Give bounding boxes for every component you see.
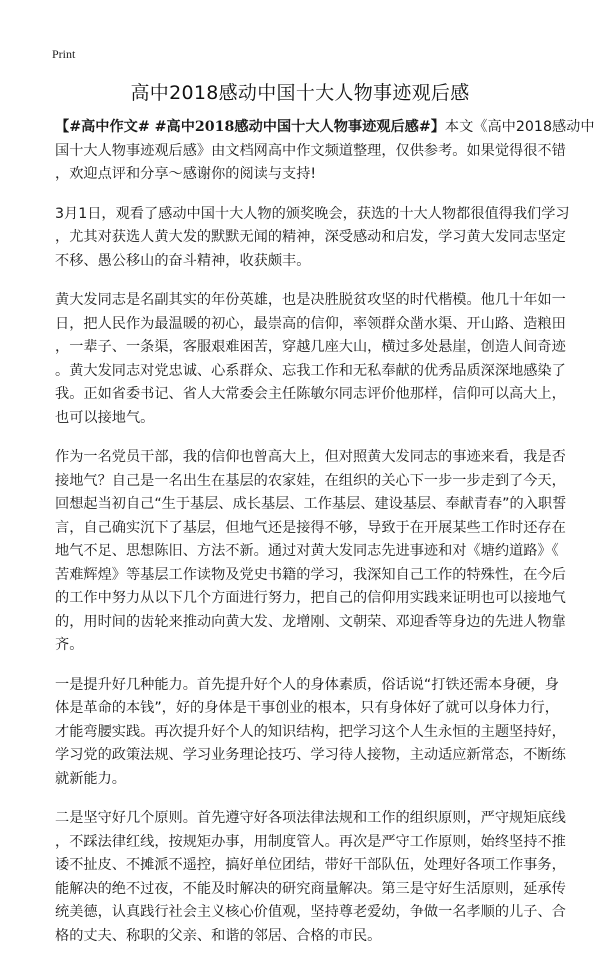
text-line: 体是革命的本钱”，好的身体是干事创业的根本，只有身体好了就可以身体力行， xyxy=(55,700,559,716)
intro-line xyxy=(55,116,595,140)
intro-paragraph xyxy=(55,116,595,187)
text-line: 作为一名党员干部，我的信仰也曾高大上，但对照黄大发同志的事迹来看，我是否 xyxy=(55,449,566,465)
text-line: 日，把人民作为最温暖的初心，最崇高的信仰，率领群众凿水渠、开山路、造粮田 xyxy=(55,315,566,332)
text-line: 不移、愚公移山的奋斗精神，收获颇丰。 xyxy=(55,252,311,269)
text-line: 地气不足、思想陈旧、方法不新。通过对黄大发同志先进事迹和对《塘约道路》《 xyxy=(55,543,559,559)
text-line: 一是提升好几种能力。首先提升好个人的身体素质，俗话说“打铁还需本身硬，身 xyxy=(55,676,559,693)
text-line: 的工作中努力从以下几个方面进行努力，把自己的信仰用实践来证明也可以接地气 xyxy=(55,590,566,606)
paragraph-1 xyxy=(55,203,570,274)
intro-line: 国十大人物事迹观后感》由文档网高中作文频道整理，仅供参考。如果觉得很不错 xyxy=(55,142,566,159)
paragraph-5 xyxy=(55,807,566,948)
text-line: 接地气？自己是一名出生在基层的农家娃，在组织的关心下一步一步走到了今天， xyxy=(55,472,566,489)
text-line: 齐。 xyxy=(55,637,84,653)
text-line: 苦难辉煌》等基层工作读物及党史书籍的学习，我深知自己工作的特殊性，在今后 xyxy=(55,566,566,583)
text-line: 回想起当初自己“生于基层、成长基层、工作基层、建设基层、奉献青春”的入职誓 xyxy=(55,496,567,512)
text-line: 。黄大发同志对党忠诚、心系群众、忘我工作和无私奉献的优秀品质深深地感染了 xyxy=(55,362,566,379)
text-line: 学习党的政策法规、学习业务理论技巧、学习待人接物，主动适应新常态，不断练 xyxy=(55,747,566,763)
text-line: 诿不扯皮、不摊派不遥控，搞好单位团结，带好干部队伍，处理好各项工作事务， xyxy=(55,857,566,873)
text-line: ，尤其对获选人黄大发的默默无闻的精神，深受感动和启发，学习黄大发同志坚定 xyxy=(55,229,566,245)
text-line: 言，自己确实沉下了基层，但地气还是接得不够，导致于在开展某些工作时还存在 xyxy=(55,519,566,536)
text-line: 也可以接地气。 xyxy=(55,409,155,426)
text-line: 的，用时间的齿轮来推动向黄大发、龙增刚、文朝荣、邓迎香等身边的先进人物靠 xyxy=(55,613,566,630)
intro-tags: 【#高中作文# #高中2018感动中国十大人物事迹观后感#】 xyxy=(55,119,445,135)
text-line: 我。正如省委书记、省人大常委会主任陈敏尔同志评价他那样，信仰可以高大上， xyxy=(55,386,566,402)
document-title: 高中2018感动中国十大人物事迹观后感 xyxy=(130,82,470,104)
text-line: 3月1日，观看了感动中国十大人物的颁奖晚会，获选的十大人物都很值得我们学习 xyxy=(55,205,570,222)
text-line: 黄大发同志是名副其实的年份英雄，也是决胜脱贫攻坚的时代楷模。他几十年如一 xyxy=(55,292,566,308)
text-line: 能解决的绝不过夜，不能及时解决的研究商量解决。第三是守好生活原则，延承传 xyxy=(55,880,566,897)
document-body xyxy=(55,116,595,964)
text-line: 二是坚守好几个原则。首先遵守好各项法律法规和工作的组织原则，严守规矩底线 xyxy=(55,810,566,826)
intro-text: 本文《高中2018感动中 xyxy=(444,119,595,135)
text-line: 格的丈夫、称职的父亲、和谐的邻居、合格的市民。 xyxy=(55,927,382,944)
text-line: 就新能力。 xyxy=(55,770,126,787)
text-line: ，不踩法律红线，按规矩办事，用制度管人。再次是严守工作原则，始终坚持不推 xyxy=(55,833,566,850)
text-line: ，一辈子、一条渠，客服艰难困苦，穿越几座大山，横过多处悬崖，创造人间奇迹 xyxy=(55,339,566,355)
paragraph-2 xyxy=(55,289,566,430)
paragraph-4 xyxy=(55,674,566,792)
intro-line: ，欢迎点评和分享～感谢你的阅读与支持! xyxy=(55,166,317,182)
text-line: 统美德，认真践行社会主义核心价值观，坚持尊老爱幼，争做一名孝顺的儿子、合 xyxy=(55,904,566,920)
paragraph-3 xyxy=(55,446,567,658)
text-line: 才能弯腰实践。再次提升好个人的知识结构，把学习这个人生永恒的主题坚持好， xyxy=(55,723,566,740)
print-label: Print xyxy=(52,47,76,61)
